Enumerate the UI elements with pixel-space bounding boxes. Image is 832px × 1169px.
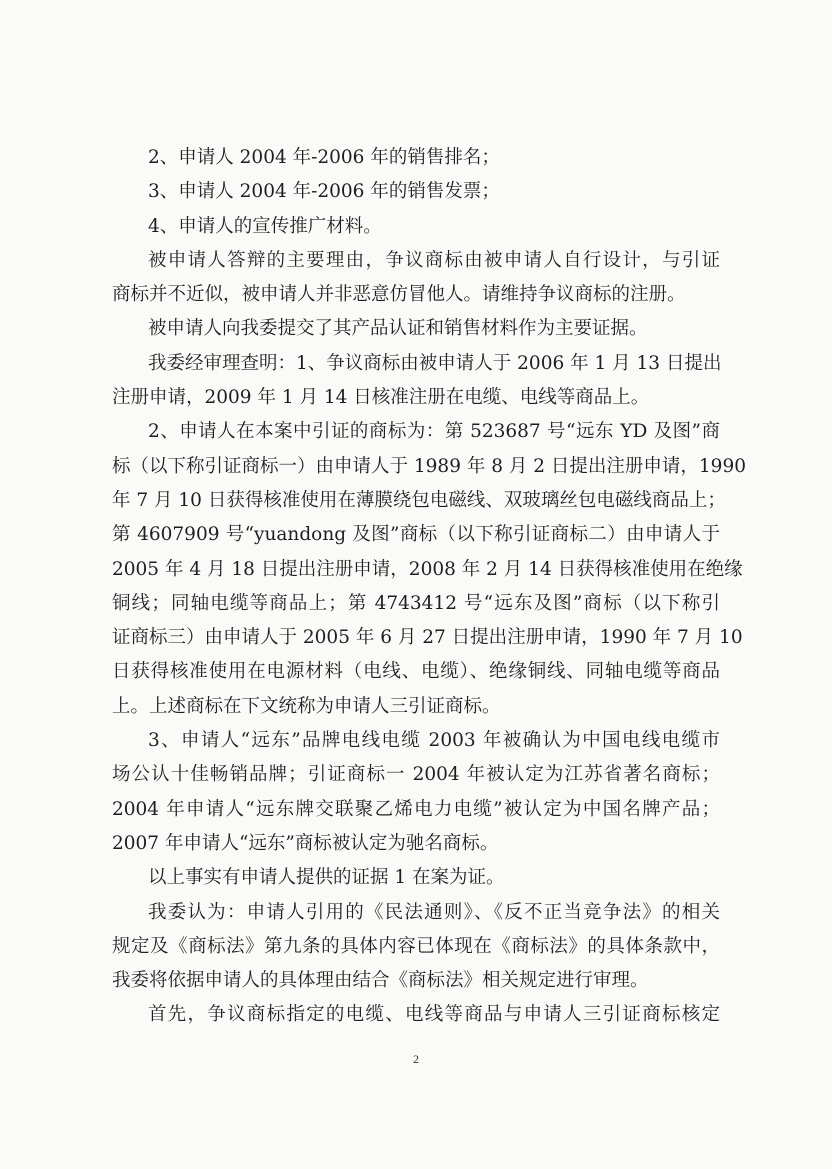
text-line: 注册申请，2009 年 1 月 14 日核准注册在电缆、电线等商品上。: [112, 387, 650, 409]
text-line: 我委经审理查明：1、争议商标由被申请人于 2006 年 1 月 13 日提出: [148, 352, 722, 374]
text-line: 以上事实有申请人提供的证据 1 在案为证。: [148, 867, 505, 889]
text-line: 规定及《商标法》第九条的具体内容已体现在《商标法》的具体条款中，: [112, 935, 720, 957]
text-line: 我委将依据申请人的具体理由结合《商标法》相关规定进行审理。: [112, 970, 649, 992]
text-line: 2004 年申请人“远东牌交联聚乙烯电力电缆”被认定为中国名牌产品；: [112, 798, 720, 820]
text-line: 第 4607909 号“yuandong 及图”商标（以下称引证商标二）由申请人于: [112, 524, 720, 546]
text-line: 上。上述商标在下文统称为申请人三引证商标。: [112, 695, 501, 717]
text-line: 3、申请人“远东”品牌电线电缆 2003 年被确认为中国电线电缆市: [148, 730, 720, 752]
page-number: 2: [413, 1052, 419, 1066]
text-line: 被申请人答辩的主要理由，争议商标由被申请人自行设计，与引证: [148, 249, 720, 271]
text-line: 2、申请人 2004 年-2006 年的销售排名；: [148, 147, 500, 168]
text-line: 证商标三）由申请人于 2005 年 6 月 27 日提出注册申请，1990 年 7 月 10: [112, 627, 743, 649]
text-line: 商标并不近似，被申请人并非恶意仿冒他人。请维持争议商标的注册。: [112, 284, 686, 306]
text-line: 标（以下称引证商标一）由申请人于 1989 年 8 月 2 日提出注册申请，1990: [112, 455, 746, 477]
text-line: 3、申请人 2004 年-2006 年的销售发票；: [148, 181, 500, 203]
text-line: 2007 年申请人“远东”商标被认定为驰名商标。: [112, 832, 499, 854]
text-line: 日获得核准使用在电源材料（电线、电缆）、绝缘铜线、同轴电缆等商品: [112, 661, 720, 683]
text-line: 铜线；同轴电缆等商品上；第 4743412 号“远东及图”商标（以下称引: [112, 592, 720, 614]
text-line: 年 7 月 10 日获得核准使用在薄膜绕包电磁线、双玻璃丝包电磁线商品上；: [112, 489, 726, 511]
text-line: 4、申请人的宣传推广材料。: [148, 215, 382, 237]
text-line: 2、申请人在本案中引证的商标为：第 523687 号“远东 YD 及图”商: [148, 421, 720, 443]
text-line: 被申请人向我委提交了其产品认证和销售材料作为主要证据。: [148, 318, 648, 340]
text-line: 我委认为：申请人引用的《民法通则》、《反不正当竞争法》的相关: [148, 901, 720, 923]
document-body: [0, 141, 832, 1033]
text-line: 2005 年 4 月 18 日提出注册申请，2008 年 2 月 14 日获得核准使用在绝缘: [112, 558, 743, 580]
text-line: 场公认十佳畅销品牌；引证商标一 2004 年被认定为江苏省著名商标；: [112, 764, 720, 786]
text-line: 首先，争议商标指定的电缆、电线等商品与申请人三引证商标核定: [148, 1004, 720, 1026]
